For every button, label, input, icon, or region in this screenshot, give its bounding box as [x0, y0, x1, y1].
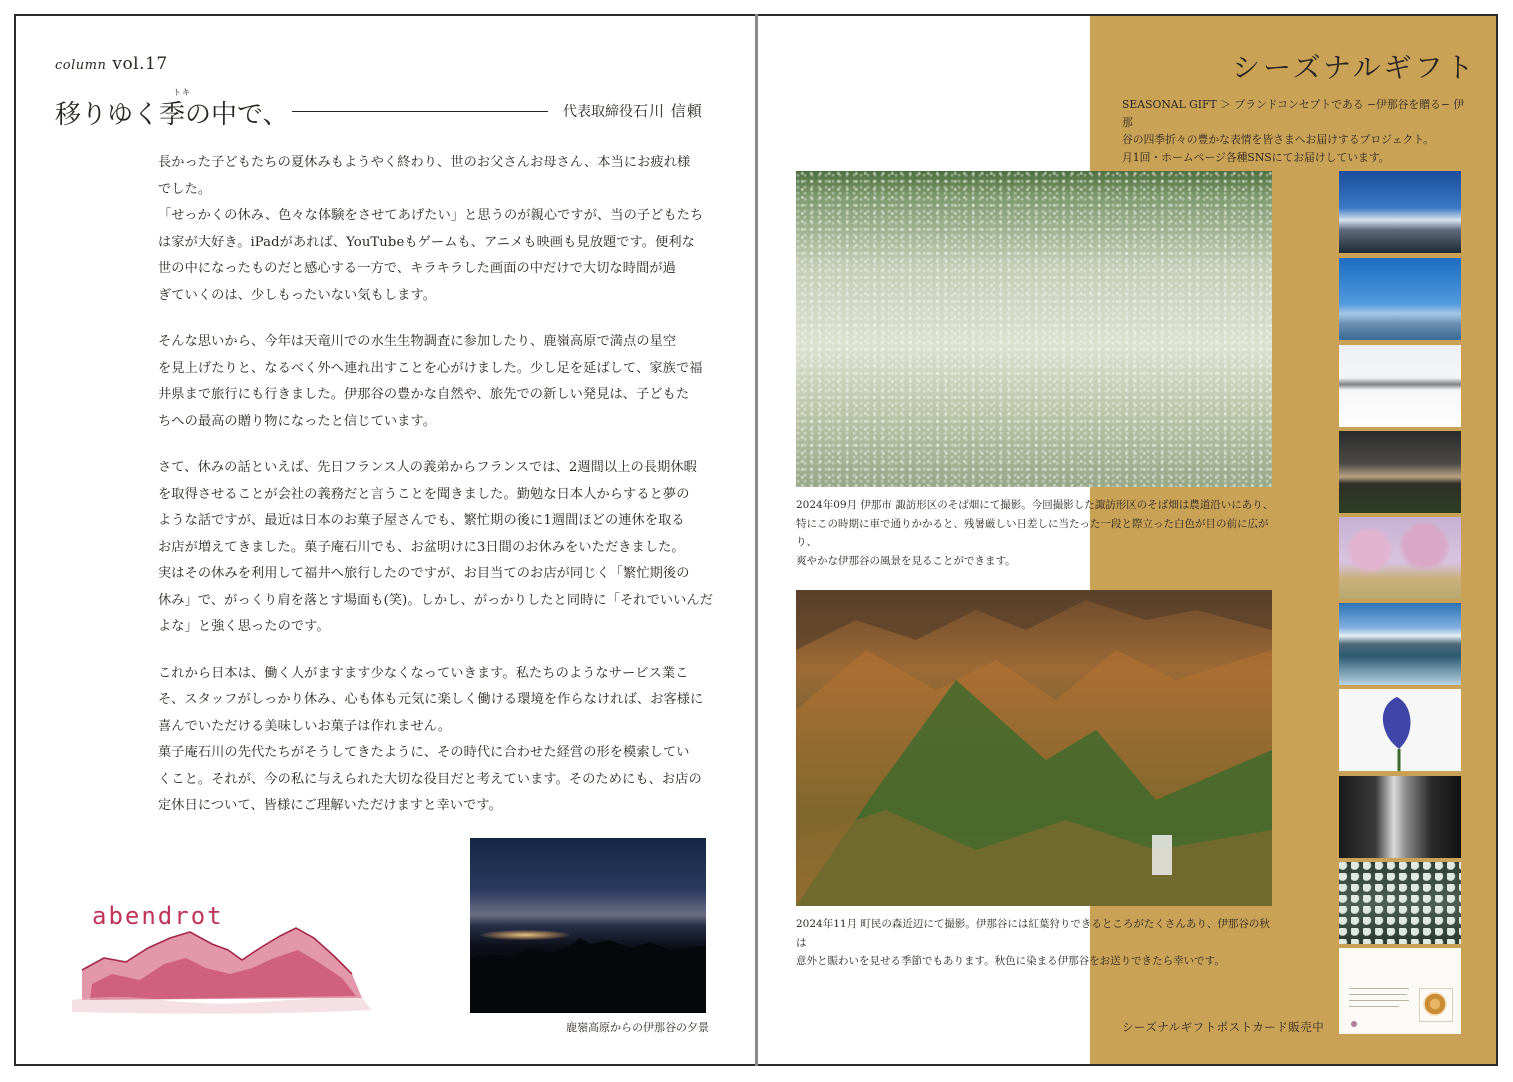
thumbnail-waterfall [1339, 776, 1461, 858]
body-line: ちへの最高の贈り物になったと信じています。 [158, 413, 436, 429]
body-line: そ、スタッフがしっかり休み、心も体も元気に楽しく働ける環境を作らなければ、お客様に [158, 692, 704, 707]
column-header [55, 54, 168, 74]
body-line: さて、休みの話といえば、先日フランス人の義弟からフランスでは、2週間以上の長期休暇 [158, 460, 697, 475]
title-kanji: 季 [159, 100, 186, 130]
thumbnail-pattern [1339, 862, 1461, 944]
body-line: 喜んでいただける美味しいお菓子は作れません。 [158, 718, 452, 734]
description-line: 月1回・ホームページ各種SNSにてお届けしています。 [1122, 150, 1390, 164]
postcard-sweet-image [1423, 992, 1447, 1016]
illustration-wash [72, 997, 372, 1014]
description-line: SEASONAL GIFT ＞ ブランドコンセプトである −伊那谷を贈る− 伊那 [1122, 98, 1465, 129]
paragraph-gap [158, 435, 714, 455]
illustration-word: abendrot [92, 902, 224, 930]
seasonal-gift-title: シーズナルギフト [1232, 51, 1477, 84]
abendrot-illustration [52, 888, 390, 1028]
thumbnail-snow-field [1339, 345, 1461, 427]
body-line: を取得させることが会社の義務だと言うことを聞きました。勤勉な日本人からすると夢の [158, 486, 690, 502]
autumn-photo-caption [796, 915, 1276, 971]
title-part-1: 移りゆく [55, 100, 160, 130]
caption-line: 特にこの時期に車で通りかかると、残暑厳しい日差しに当たった一段と際立った白色が目の前に広がり、 [796, 517, 1269, 548]
caption-line: 爽やかな伊那谷の風景を見ることができます。 [796, 554, 1016, 567]
night-ridge-silhouette [470, 918, 706, 1013]
buckwheat-photo-caption [796, 496, 1276, 570]
title-rule [292, 111, 548, 112]
postcard-logo-mark [1351, 1021, 1357, 1027]
autumn-valley-photo [796, 590, 1272, 906]
body-line: でした。 [158, 181, 212, 197]
column-body [158, 150, 714, 820]
postcard-caption: シーズナルギフトポストカード販売中 [1122, 1020, 1325, 1034]
title-part-2: の中で、 [185, 100, 289, 130]
body-line: ぎていくのは、少しもったいない気もします。 [158, 287, 436, 303]
body-line: そんな思いから、今年は天竜川での水生生物調査に参加したり、鹿嶺高原で満点の星空 [158, 334, 677, 349]
body-line: 「せっかくの休み、色々な体験をさせてあげたい」と思うのが親心ですが、当の子どもたち [158, 208, 704, 223]
night-view-photo [470, 838, 706, 1013]
paragraph-gap [158, 309, 714, 329]
body-line: は家が大好き。iPadがあれば、YouTubeもゲームも、アニメも映画も見放題です。便利な [158, 234, 695, 250]
body-line: よな」と強く思ったのです。 [158, 619, 330, 634]
paragraph-gap [158, 641, 714, 661]
body-line: お店が増えてきました。菓子庵石川でも、お盆明けに3日間のお休みをいただきました。 [158, 539, 685, 555]
thumbnail-iris-flower [1339, 689, 1461, 771]
body-line: これから日本は、働く人がますます少なくなっていきます。私たちのようなサービス業こ [158, 665, 689, 681]
body-line: 世の中になったものだと感心する一方で、キラキラした画面の中だけで大切な時間が過 [158, 261, 676, 276]
buckwheat-field-photo [796, 171, 1272, 487]
author-name: 石川 信頼 [633, 102, 703, 120]
thumbnail-cherry-blossoms [1339, 517, 1461, 599]
seasonal-gift-description [1122, 96, 1467, 166]
thumbnail-snow-mountains [1339, 171, 1461, 253]
column-word: column [55, 58, 107, 73]
body-line: 定休日について、皆様にご理解いただけますと幸いです。 [158, 798, 502, 813]
caption-line: 意外と賑わいを見せる季節でもあります。秋色に染まる伊那谷をお送りできたら幸いです。 [796, 955, 1225, 967]
caption-line: 2024年09月 伊那市 諏訪形区のそば畑にて撮影。今回撮影した諏訪形区のそば畑は農道沿いにあり、 [796, 499, 1274, 511]
body-line: ような話ですが、最近は日本のお菓子屋さんでも、繁忙期の後に1週間ほどの連休を取る [158, 513, 685, 528]
thumbnail-dusk-hills [1339, 431, 1461, 513]
thumbnail-blue-sky-valley [1339, 258, 1461, 340]
body-line: くこと。それが、今の私に与えられた大切な役目だと考えています。そのためにも、お店の [158, 771, 702, 787]
body-line: 菓子庵石川の先代たちがそうしてきたように、その時代に合わせた経営の形を模索してい [158, 745, 690, 760]
page-title [55, 94, 289, 131]
body-line: 実はその休みを利用して福井へ旅行したのですが、お目当てのお店が同じく「繁忙期後の [158, 566, 690, 581]
autumn-scene-art [796, 590, 1272, 906]
body-line: 休み」で、がっくり肩を落とす場面も(笑)。しかし、がっかりしたと同時に「それでいいんだ [158, 592, 714, 608]
body-line: 井県まで旅行にも行きました。伊那谷の豊かな自然や、旅先での新しい発見は、子どもた [158, 387, 690, 402]
column-volume: vol.17 [112, 54, 168, 74]
postcard-thumbnail [1339, 948, 1461, 1034]
night-photo-caption: 鹿嶺高原からの伊那谷の夕景 [566, 1021, 709, 1034]
body-line: 長かった子どもたちの夏休みもようやく終わり、世のお父さんお母さん、本当にお疲れ様 [158, 155, 691, 170]
caption-line: 2024年11月 町民の森近辺にて撮影。伊那谷には紅葉狩りできるところがたくさんあり、伊那谷の秋は [796, 918, 1270, 949]
body-line: を見上げたりと、なるべく外へ連れ出すことを心がけました。少し足を延ばして、家族で福 [158, 360, 703, 376]
author-role: 代表取締役 [563, 104, 633, 120]
page-spine [755, 14, 758, 1066]
description-line: 谷の四季折々の豊かな表情を皆さまへお届けするプロジェクト。 [1122, 133, 1434, 146]
thumbnail-rice-paddies [1339, 603, 1461, 685]
title-ruby: トキ [173, 88, 191, 97]
